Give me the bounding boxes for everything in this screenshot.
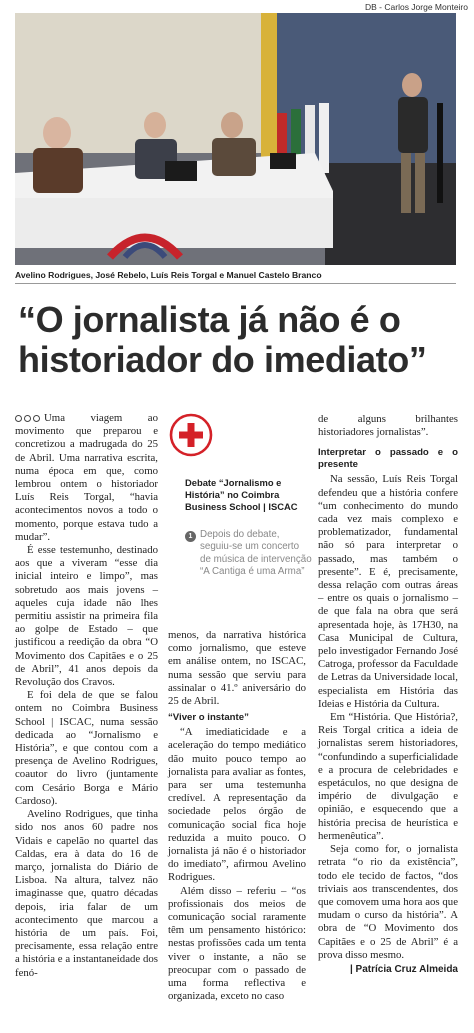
byline: | Patrícia Cruz Almeida [349, 963, 458, 975]
headline: “O jornalista já não é o historiador do imediato” [18, 299, 427, 380]
paragraph: de alguns brilhantes historiadores jornalistas”. [318, 413, 458, 439]
section-dots-icon [15, 415, 40, 422]
photo-caption: Avelino Rodrigues, José Rebelo, Luís Reis Torgal e Manuel Castelo Branco [15, 270, 322, 280]
subhead: “Viver o instante” [168, 712, 249, 724]
article-column-2 [168, 629, 306, 1003]
caption-rule [15, 283, 456, 284]
sidebar-note: Depois do debate, seguiu-se um concerto de música de intervenção “A Cantiga é uma Arma” [200, 529, 312, 578]
paragraph: menos, da narrativa histórica como jornalismo, que esteve em análise ontem, no ISCAC, numa sessão que serviu para assinalar o 41.º aniversário do 25 de Abril. [168, 629, 306, 708]
paragraph: E foi dela de que se falou ontem no Coimbra Business School | ISCAC, numa sessão dedicada ao “Jornalismo e História”, e que contou com a presença de Avelino Rodrigues, coautor do livro (juntamente com Cesário Borga e Mário Cardoso). [15, 689, 158, 807]
paragraph: Seja como for, o jornalista retrata “o rio da existência”, todo ele tecido de factos, “dos triviais aos transcendentes, dos que comovem uma hora aos que mudam o curso da história”. A obra de “O Movimento dos Capitães e o 25 de Abril” é a prova disso mesmo. [318, 843, 458, 961]
paragraph: É esse testemunho, destinado aos que a viveram “esse dia inicial inteiro e limpo”, mas sobretudo aos mais jovens – aqueles cuja idade não lhes permitiu assistir na primeira fila ao golpe de Estado – que justificou a reedição da obra “O Movimento dos Capitães e o 25 de Abril”, 41 anos depois da Revolução dos Cravos. [15, 544, 158, 689]
paragraph-text: Uma viagem ao movimento que preparou e concretizou a madrugada do 25 de Abril. Uma narrativa escrita, numa época em que, como lembrou ontem o historiador Luís Reis Torgal, “havia acontecimentos novos a todo o momento, porque estava tudo a mudar”. [15, 412, 158, 543]
subhead: Interpretar o passado e o presente [318, 447, 458, 471]
paragraph: Além disso – referiu – “os profissionais dos meios de comunicação social raramente têm um pensamento histórico: nestas profissões cada um tenta viver o instante, a não se preocupar com o passado de uma forma reflectiva e organizada, exceto no caso [168, 884, 306, 1003]
event-photo [15, 13, 456, 265]
paragraph: Avelino Rodrigues, que tinha sido nos anos 60 padre nos Vidais e capelão no quartel das Caldas, era à data do 16 de março, jornalista do Diário de Lisboa. Na altura, talvez não imaginasse que, quatro décadas depois, iria falar de um acontecimento que marcou a história de um país. Foi, precisamente, essa relação entre a história e a instantaneidade dos fenó- [15, 808, 158, 979]
photo-credit: DB - Carlos Jorge Monteiro [365, 2, 468, 12]
paragraph: Em “História. Que História?, Reis Torgal critica a ideia de jornalistas serem historiadores, “confundindo a superficialidade e a procura de celebridades e espetáculos, no que designa de império de divulgação e opinião, e esquecendo que a história precisa de heurística e hermenêutica”. [318, 711, 458, 842]
article-column-3 [318, 413, 458, 976]
lead-paragraph [15, 412, 158, 544]
paragraph: “A imediaticidade e a aceleração do tempo mediático dão muito pouco tempo ao jornalista para avaliar as fontes, para ser uma testemunha credível. A representação da sociedade pelos órgão de comunicação social fica hoje reduzida a muito pouco. O jornalista já não é o historiador do imediato”, afirmou Avelino Rodrigues. [168, 726, 306, 884]
article-column-1 [15, 412, 158, 980]
note-number-badge: 1 [185, 531, 196, 542]
red-cross-icon [168, 412, 214, 458]
paragraph: Na sessão, Luís Reis Torgal defendeu que a história confere “um conhecimento do mundo cada vez mais complexo e problematizador, fundamental não só para interpretar o passado, mas também o presente”. E é, precisamente, dessa relação com outras áreas – entre os quais o jornalismo – de que fala na obra que será apresentada hoje, às 17H30, na Casa Municipal de Cultura, pelo investigador Fernando José Catroga, professor da Faculdade de Letras da Universidade local, especialista em História das Ideias e História da Cultura. [318, 473, 458, 710]
sidebar-title: Debate “Jornalismo e História” no Coimbra Business School | ISCAC [185, 477, 298, 512]
